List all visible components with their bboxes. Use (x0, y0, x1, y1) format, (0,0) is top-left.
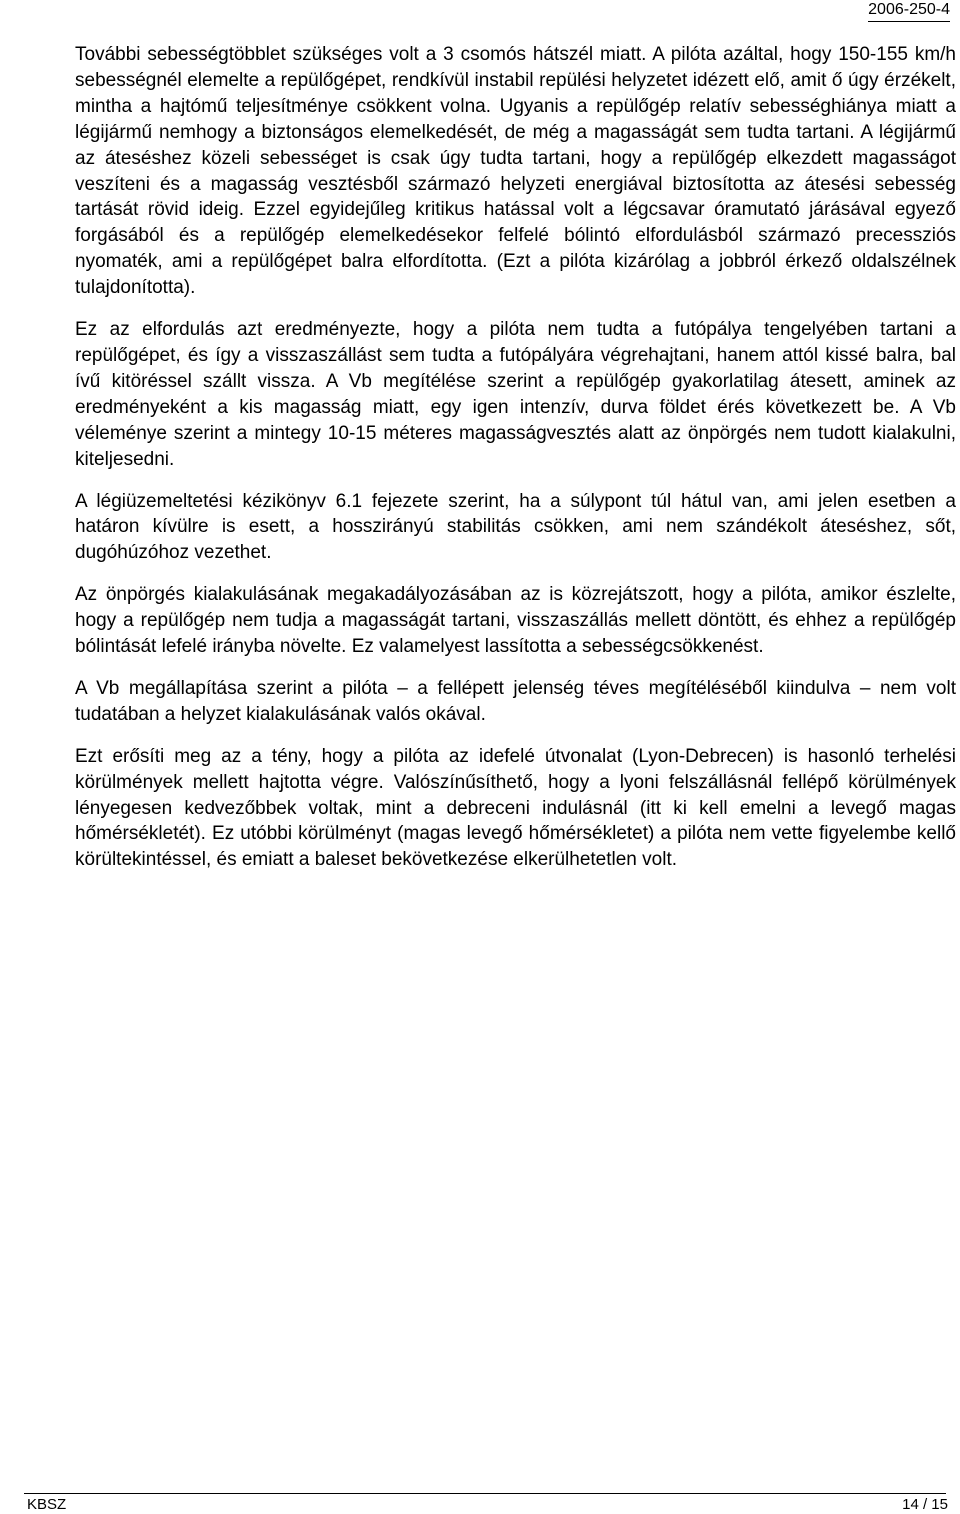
page-number: 14 / 15 (902, 1496, 948, 1513)
paragraph-spin-prevention: Az önpörgés kialakulásának megakadályozásában az is közrejátszott, hogy a pilóta, amikor észlelte, hogy a repülőgép nem tudja a magasságát tartani, visszaszállás mellett döntött, és ehhez a repülőgép bólintását lefelé irányba növelte. Ez valamelyest lassította a sebességcsökkenést. (75, 584, 956, 658)
paragraph-manual-reference: A légiüzemeltetési kézikönyv 6.1 fejezete szerint, ha a súlypont túl hátul van, ami jelen esetben a határon kívülre is esett, a hosszirányú stabilitás csökken, ami nem szándékolt áteséshez, sőt, dugóhúzóhoz vezethet. (75, 490, 956, 564)
footer-organization: KBSZ (27, 1496, 67, 1513)
paragraph-speed-analysis: További sebességtöbblet szükséges volt a 3 csomós hátszél miatt. A pilóta azáltal, hogy 150-155 km/h sebességnél elemelte a repülőgépet, rendkívül instabil repülési helyzetet idézett elő, amit ő úgy érzékelt, mintha a hajtómű teljesítménye csökkent volna. Ugyanis a repülőgép relatív sebességhiánya miatt a légijármű nemhogy a biztonságos elemelkedését, de még a magasságát sem tudta tartani. A légijármű az áteséshez közeli sebességet is csak úgy tudta tartani, hogy a repülőgép elkezdett magasságot veszíteni és a magasság vesztésből származó helyzeti energiával biztosította az átesési sebesség tartását rövid ideig. Ezzel egyidejűleg kritikus hatással volt a légcsavar óramutató járásával egyező forgásából és a repülőgép elemelkedésekor felfelé bólintó elfordulásból származó precessziós nyomaték, ami a repülőgépet balra elfordította. (Ezt a pilóta kizárólag a jobbról érkező oldalszélnek tulajdonította). (75, 44, 956, 299)
footer-divider (24, 1493, 946, 1494)
document-id: 2006-250-4 (868, 0, 950, 22)
page-body (75, 42, 956, 889)
paragraph-deviation: Ez az elfordulás azt eredményezte, hogy a pilóta nem tudta a futópálya tengelyében tartani a repülőgépet, és így a visszaszállást sem tudta a futópályára végrehajtani, hanem attól kissé balra, bal ívű kitöréssel szállt vissza. A Vb megítélése szerint a repülőgép gyakorlatilag átesett, aminek az eredményeként a kis magasság miatt, egy igen intenzív, durva földet érés következett be. A Vb véleménye szerint a mintegy 10-15 méteres magasságvesztés alatt az önpörgés nem tudott kialakulni, kiteljesedni. (75, 319, 956, 470)
paragraph-conclusion: Ezt erősíti meg az a tény, hogy a pilóta az idefelé útvonalat (Lyon-Debrecen) is hasonló terhelési körülmények mellett hajtotta végre. Valószínűsíthető, hogy a lyoni felszállásnál fellépő körülmények lényegesen kedvezőbbek voltak, mint a debreceni indulásnál (itt ki kell emelni a levegő magas hőmérsékletét). Ez utóbbi körülményt (magas levegő hőmérsékletet) a pilóta nem vette figyelembe kellő körültekintéssel, és emiatt a baleset bekövetkezése elkerülhetetlen volt. (75, 745, 956, 871)
paragraph-pilot-awareness: A Vb megállapítása szerint a pilóta – a fellépett jelenség téves megítéléséből kiindulva – nem volt tudatában a helyzet kialakulásának valós okával. (75, 677, 956, 725)
